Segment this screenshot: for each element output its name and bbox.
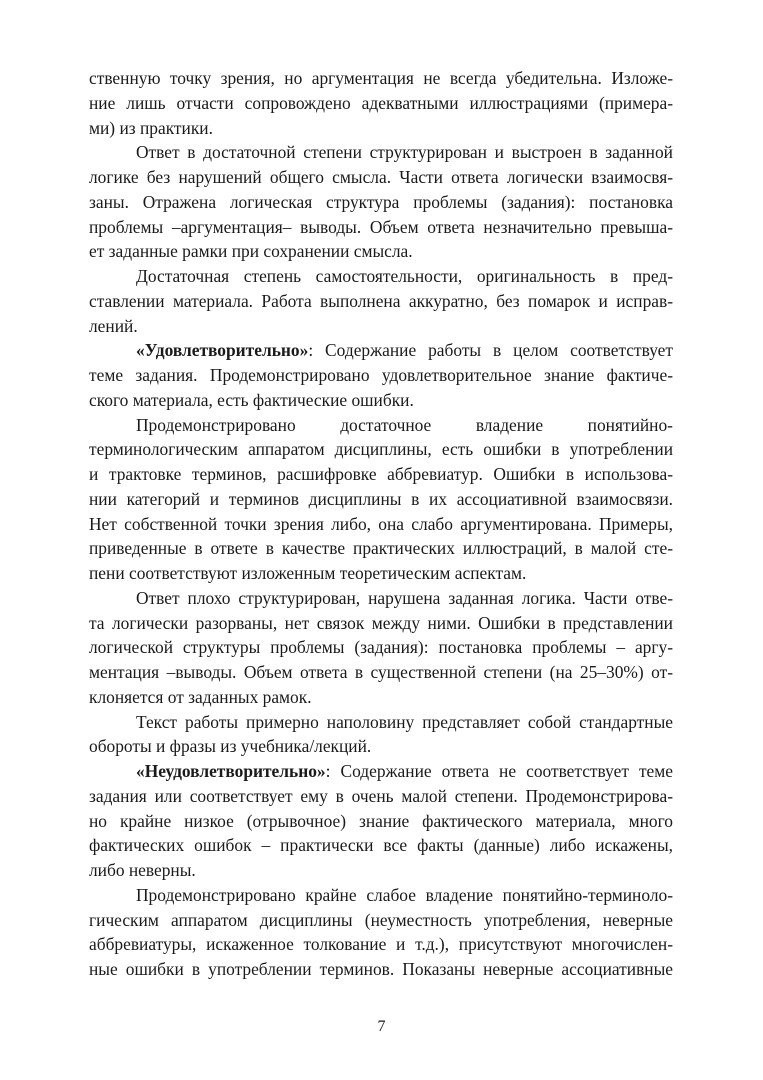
- text-line: пени соответствуют изложенным теоретическим аспектам.: [89, 563, 527, 583]
- text-line: проблемы –аргументация– выводы. Объем ответа незначительно превыша-: [89, 216, 673, 237]
- grade-heading: «Неудовлетворительно»: [136, 761, 326, 781]
- text-fragment: : Содержание ответа не соответствует теме: [325, 761, 673, 781]
- text-line: логической структуры проблемы (задания): постановка проблемы – аргу-: [89, 637, 673, 658]
- text-line: клоняется от заданных рамок.: [89, 686, 312, 707]
- text-line: лений.: [89, 315, 138, 336]
- text-line: Текст работы примерно наполовину представляет собой стандартные: [136, 711, 673, 732]
- text-line: аббревиатуры, искаженное толкование и т.д.), присутствуют многочислен-: [89, 934, 673, 955]
- word: владение: [475, 414, 544, 435]
- text-line: гическим аппаратом дисциплины (неуместность употребления, неверные: [89, 909, 673, 930]
- text-line: ставлении материала. Работа выполнена аккуратно, без помарок и исправ-: [89, 290, 673, 311]
- paragraph-poor-structure: [89, 586, 673, 710]
- text-line: обороты и фразы из учебника/лекций.: [89, 736, 372, 757]
- text-line: но крайне низкое (отрывочное) знание фактического материала, много: [89, 810, 673, 831]
- text-line: ет заданные рамки при сохранении смысла.: [89, 241, 413, 262]
- text-line: Продемонстрировано крайне слабое владение понятийно-терминоло-: [136, 884, 673, 905]
- paragraph-continuation: [89, 66, 673, 140]
- text-line: ные ошибки в употреблении терминов. Показаны неверные ассоциативные: [89, 959, 673, 979]
- text-fragment: : Содержание работы в целом соответствует: [308, 340, 673, 361]
- word: достаточное: [340, 414, 432, 435]
- text-line: ми) из практики.: [89, 117, 213, 138]
- text-line: [89, 759, 673, 784]
- text-line: либо неверны.: [89, 860, 196, 880]
- text-line: логике без нарушений общего смысла. Части ответа логически взаимосвя-: [89, 167, 673, 187]
- text-line: заны. Отражена логическая структура проблемы (задания): постановка: [89, 191, 673, 212]
- text-line: фактических ошибок – практически все факты (данные) либо искажены,: [89, 835, 673, 856]
- paragraph-originality: [89, 264, 673, 338]
- paragraph-standard-phrases: [89, 710, 673, 760]
- text-line: терминологическим аппаратом дисциплины, есть ошибки в употреблении: [89, 439, 673, 460]
- word: понятийно-: [587, 414, 673, 435]
- text-line: и трактовке терминов, расшифровке аббревиатур. Ошибки в использова-: [89, 464, 673, 484]
- text-line: Достаточная степень самостоятельности, оригинальность в пред-: [136, 266, 673, 286]
- grade-heading: «Удовлетворительно»: [136, 340, 309, 361]
- paragraph-terminology: [89, 413, 673, 586]
- text-line: [89, 338, 673, 363]
- text-line: Нет собственной точки зрения либо, она слабо аргументирована. Примеры,: [89, 513, 673, 534]
- paragraph-weak-terminology: [89, 883, 673, 982]
- text-line: задания или соответствует ему в очень малой степени. Продемонстрирова-: [89, 785, 673, 806]
- text-line: та логически разорваны, нет связок между ними. Ошибки в представлении: [89, 612, 673, 633]
- text-line: Ответ в достаточной степени структурирован и выстроен в заданной: [136, 142, 673, 163]
- document-page: [89, 66, 673, 982]
- text-line: теме задания. Продемонстрировано удовлетворительное знание фактиче-: [89, 365, 673, 385]
- paragraph-structure: [89, 140, 673, 264]
- text-line: приведенные в ответе в качестве практических иллюстраций, в малой сте-: [89, 538, 673, 559]
- paragraph-satisfactory: [89, 338, 673, 412]
- text-line: ментация –выводы. Объем ответа в существенной степени (на 25–30%) от-: [89, 662, 673, 682]
- text-line: Ответ плохо структурирован, нарушена заданная логика. Части отве-: [136, 587, 673, 608]
- text-line: ственную точку зрения, но аргументация не всегда убедительна. Изложе-: [89, 68, 673, 88]
- paragraph-unsatisfactory: [89, 759, 673, 883]
- word: Продемонстрировано: [136, 414, 296, 435]
- text-line: ние лишь отчасти сопровождено адекватными иллюстрациями (примера-: [89, 92, 673, 113]
- text-line: ского материала, есть фактические ошибки.: [89, 389, 414, 410]
- page-number: 7: [377, 1018, 386, 1035]
- text-line: нии категорий и терминов дисциплины в их ассоциативной взаимосвязи.: [89, 488, 673, 509]
- text-line: [89, 413, 673, 438]
